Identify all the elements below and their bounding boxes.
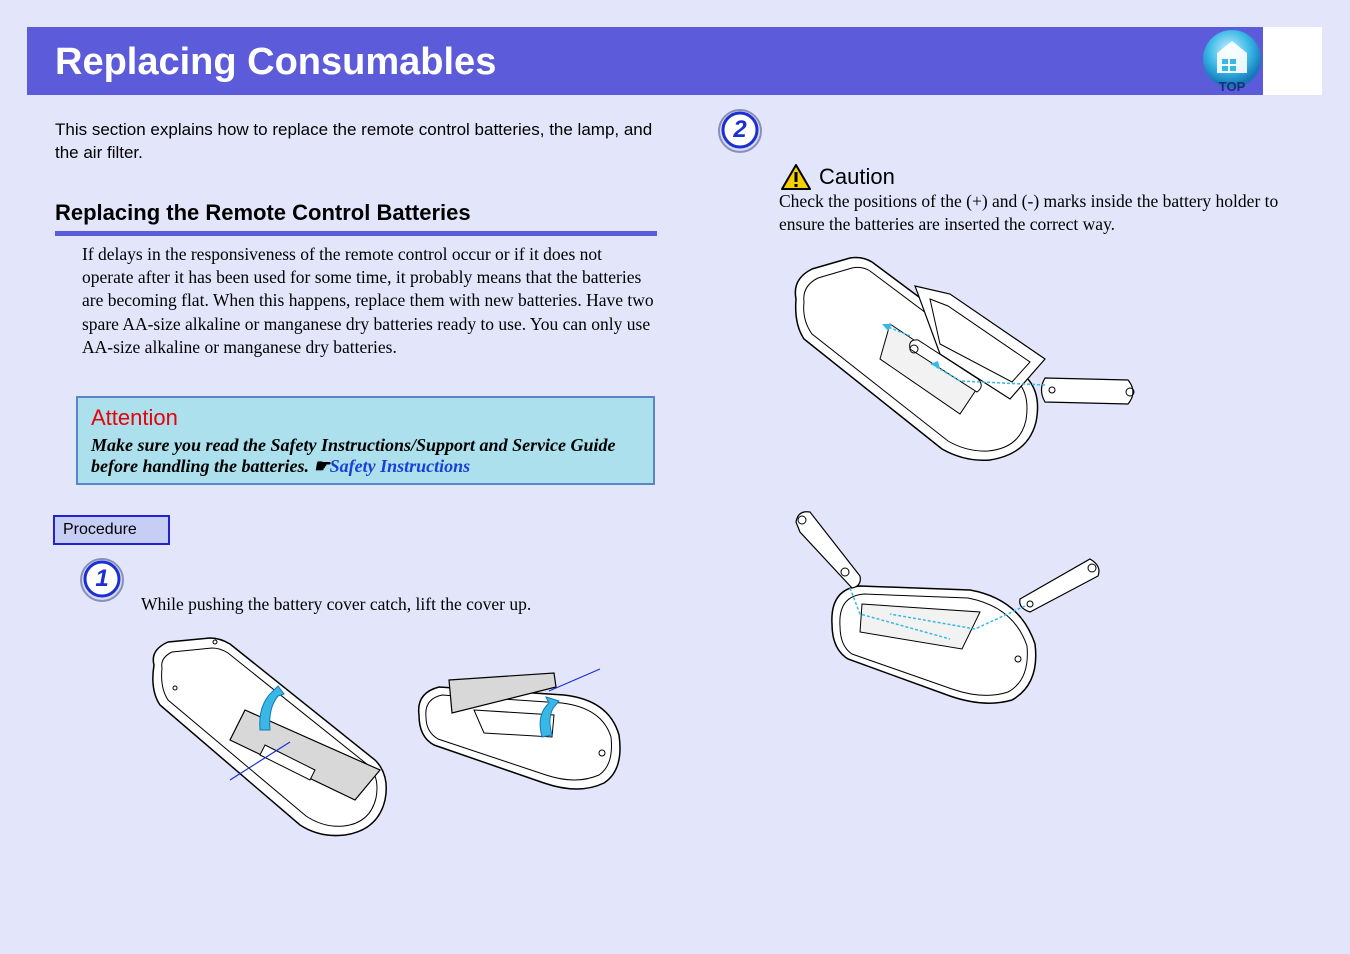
step-2-number: 2 [733,116,747,143]
step-1-number: 1 [95,565,109,592]
battery-insert-illustration [790,254,1140,466]
attention-box [76,396,655,485]
step-2-badge [715,107,765,157]
procedure-label: Procedure [53,515,170,545]
remote-cover-lift-illustration [140,630,395,840]
caution-title: Caution [819,164,895,189]
battery-placement-illustration [790,504,1110,709]
caution-text: Check the positions of the (+) and (-) marks inside the battery holder to ensure the batteries are inserted the correct way. [779,191,1279,235]
page-title: Replacing Consumables [55,41,497,83]
top-label: TOP [1218,79,1246,94]
top-button[interactable] [1199,29,1265,95]
intro-text: This section explains how to replace the remote control batteries, the lamp, and the air filter. [55,120,653,162]
section-body: If delays in the responsiveness of the remote control occur or if it does not operate after it has been used for some time, it probably means that the batteries are becoming flat. When this happens, replace them with new batteries. Have two spare AA-size alkaline or manganese dry batteries ready to use. You can only use AA-size alkaline or manganese dry batteries. [82,244,654,357]
section-heading: Replacing the Remote Control Batteries [55,200,657,236]
page-header [27,27,1263,95]
step-1-badge [77,556,127,606]
attention-text [91,435,651,477]
remote-cover-open-illustration [414,665,624,805]
attention-title: Attention [91,405,178,430]
pointer-icon: ☛ [313,456,330,476]
safety-instructions-link[interactable]: Safety Instructions [329,456,471,476]
header-corner [1263,27,1322,95]
warning-icon [780,163,812,191]
step-1-text: While pushing the battery cover catch, lift the cover up. [141,594,532,614]
attention-body: Make sure you read the Safety Instructions/Support and Service Guide before handling the batteries. [91,435,616,476]
